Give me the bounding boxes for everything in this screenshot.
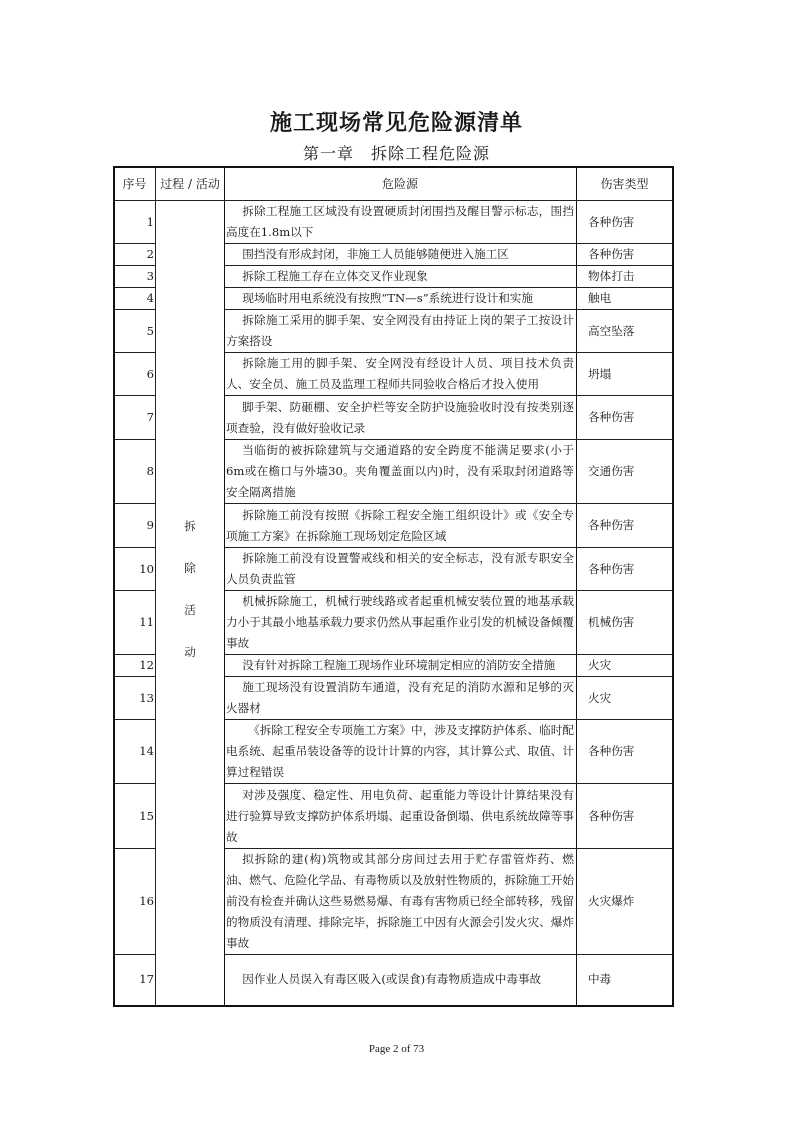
row-injury-type: 各种伤害 bbox=[577, 244, 674, 266]
row-injury-type: 各种伤害 bbox=[577, 504, 674, 548]
row-hazard bbox=[225, 266, 577, 288]
hazard-text: 拆除施工采用的脚手架、安全网没有由持证上岗的架子工按设计方案搭设 bbox=[226, 313, 574, 348]
row-hazard bbox=[225, 720, 577, 784]
row-hazard bbox=[225, 784, 577, 849]
row-seq: 6 bbox=[114, 353, 156, 396]
row-seq: 3 bbox=[114, 266, 156, 288]
header-hazard: 危险源 bbox=[225, 167, 577, 201]
header-seq: 序号 bbox=[114, 167, 156, 201]
row-injury-type: 火灾 bbox=[577, 655, 674, 677]
row-injury-type: 机械伤害 bbox=[577, 591, 674, 655]
table-row bbox=[114, 201, 673, 244]
row-injury-type: 物体打击 bbox=[577, 266, 674, 288]
row-injury-type: 各种伤害 bbox=[577, 784, 674, 849]
hazard-table bbox=[113, 166, 674, 1007]
row-injury-type: 交通伤害 bbox=[577, 440, 674, 504]
activity-cell bbox=[156, 201, 225, 1006]
hazard-text: 拆除施工前没有按照《拆除工程安全施工组织设计》或《安全专项施工方案》在拆除施工现场划定危险区域 bbox=[226, 507, 574, 543]
row-seq: 5 bbox=[114, 310, 156, 353]
header-type: 伤害类型 bbox=[577, 167, 674, 201]
row-injury-type: 坍塌 bbox=[577, 353, 674, 396]
page-title: 施工现场常见危险源清单 bbox=[269, 111, 523, 136]
row-injury-type: 各种伤害 bbox=[577, 201, 674, 244]
row-seq: 10 bbox=[114, 548, 156, 591]
row-hazard bbox=[225, 440, 577, 504]
hazard-text: 拟拆除的建(构)筑物或其部分房间过去用于贮存雷管炸药、燃油、燃气、危险化学品、有毒物质以及放射性物质的，拆除施工开始前没有检查并确认这些易燃易爆、有毒有害物质已经全部转移，残留的物质没有清理、排除完毕，拆除施工中因有火源会引发火灾、爆炸事故 bbox=[226, 852, 574, 950]
row-seq: 17 bbox=[114, 955, 156, 1006]
hazard-text: 《拆除工程安全专项施工方案》中，涉及支撑防护体系、临时配电系统、起重吊装设备等的设计计算的内容，其计算公式、取值、计算过程错误 bbox=[226, 723, 574, 779]
activity-letter: 除 bbox=[184, 561, 196, 575]
row-seq: 1 bbox=[114, 201, 156, 244]
hazard-text: 拆除施工用的脚手架、安全网没有经设计人员、项目技术负责人、安全员、施工员及监理工程师共同验收合格后才投入使用 bbox=[226, 356, 574, 391]
row-hazard bbox=[225, 288, 577, 310]
row-hazard bbox=[225, 396, 577, 440]
row-hazard bbox=[225, 849, 577, 955]
hazard-text: 对涉及强度、稳定性、用电负荷、起重能力等设计计算结果没有进行验算导致支撑防护体系坍塌、起重设备倒塌、供电系统故障等事故 bbox=[226, 787, 574, 844]
hazard-text: 没有针对拆除工程施工现场作业环境制定相应的消防安全措施 bbox=[242, 658, 556, 672]
hazard-text: 拆除工程施工存在立体交叉作业现象 bbox=[242, 269, 428, 283]
row-injury-type: 火灾爆炸 bbox=[577, 849, 674, 955]
row-hazard bbox=[225, 201, 577, 244]
hazard-text: 机械拆除施工，机械行驶线路或者起重机械安装位置的地基承载力小于其最小地基承载力要求仍然从事起重作业引发的机械设备倾覆事故 bbox=[226, 594, 574, 650]
activity-letter: 活 bbox=[184, 603, 196, 617]
hazard-text: 围挡没有形成封闭，非施工人员能够随便进入施工区 bbox=[242, 247, 509, 261]
row-seq: 7 bbox=[114, 396, 156, 440]
table-header-row bbox=[114, 167, 673, 201]
row-seq: 13 bbox=[114, 677, 156, 720]
hazard-text: 拆除工程施工区域没有设置硬质封闭围挡及醒目警示标志，围挡高度在1.8m以下 bbox=[226, 204, 574, 239]
row-seq: 2 bbox=[114, 244, 156, 266]
row-injury-type: 各种伤害 bbox=[577, 548, 674, 591]
row-seq: 11 bbox=[114, 591, 156, 655]
row-hazard bbox=[225, 244, 577, 266]
hazard-text: 拆除施工前没有设置警戒线和相关的安全标志，没有派专职安全人员负责监管 bbox=[226, 551, 574, 586]
row-hazard bbox=[225, 548, 577, 591]
row-seq: 9 bbox=[114, 504, 156, 548]
activity-letter: 拆 bbox=[184, 519, 196, 533]
row-injury-type: 触电 bbox=[577, 288, 674, 310]
row-injury-type: 各种伤害 bbox=[577, 396, 674, 440]
hazard-text: 因作业人员误入有毒区吸入(或误食)有毒物质造成中毒事故 bbox=[242, 972, 542, 987]
row-hazard bbox=[225, 677, 577, 720]
row-seq: 12 bbox=[114, 655, 156, 677]
row-hazard bbox=[225, 504, 577, 548]
row-hazard bbox=[225, 955, 577, 1006]
chapter-title: 第一章 拆除工程危险源 bbox=[302, 144, 490, 163]
activity-letter: 动 bbox=[184, 645, 196, 659]
row-injury-type: 各种伤害 bbox=[577, 720, 674, 784]
row-hazard bbox=[225, 310, 577, 353]
hazard-text: 脚手架、防砸棚、安全护栏等安全防护设施验收时没有按类别逐项查验，没有做好验收记录 bbox=[226, 399, 574, 435]
row-seq: 14 bbox=[114, 720, 156, 784]
row-seq: 15 bbox=[114, 784, 156, 849]
row-injury-type: 中毒 bbox=[577, 955, 674, 1006]
row-hazard bbox=[225, 353, 577, 396]
row-injury-type: 火灾 bbox=[577, 677, 674, 720]
hazard-text: 现场临时用电系统没有按煦“TN—s”系统进行设计和实施 bbox=[242, 291, 533, 305]
row-hazard bbox=[225, 655, 577, 677]
hazard-text: 施工现场没有设置消防车通道，没有充足的消防水源和足够的灭火器材 bbox=[226, 680, 574, 715]
header-activity: 过程 / 活动 bbox=[156, 167, 225, 201]
row-seq: 8 bbox=[114, 440, 156, 504]
row-seq: 4 bbox=[114, 288, 156, 310]
row-hazard bbox=[225, 591, 577, 655]
row-seq: 16 bbox=[114, 849, 156, 955]
row-injury-type: 高空坠落 bbox=[577, 310, 674, 353]
page-number: Page 2 of 73 bbox=[368, 1043, 425, 1055]
hazard-text: 当临街的被拆除建筑与交通道路的安全跨度不能满足要求(小于6m或在檐口与外墙30。夹角覆盖面以内)时，没有采取封闭道路等安全隔离措施 bbox=[226, 443, 574, 499]
